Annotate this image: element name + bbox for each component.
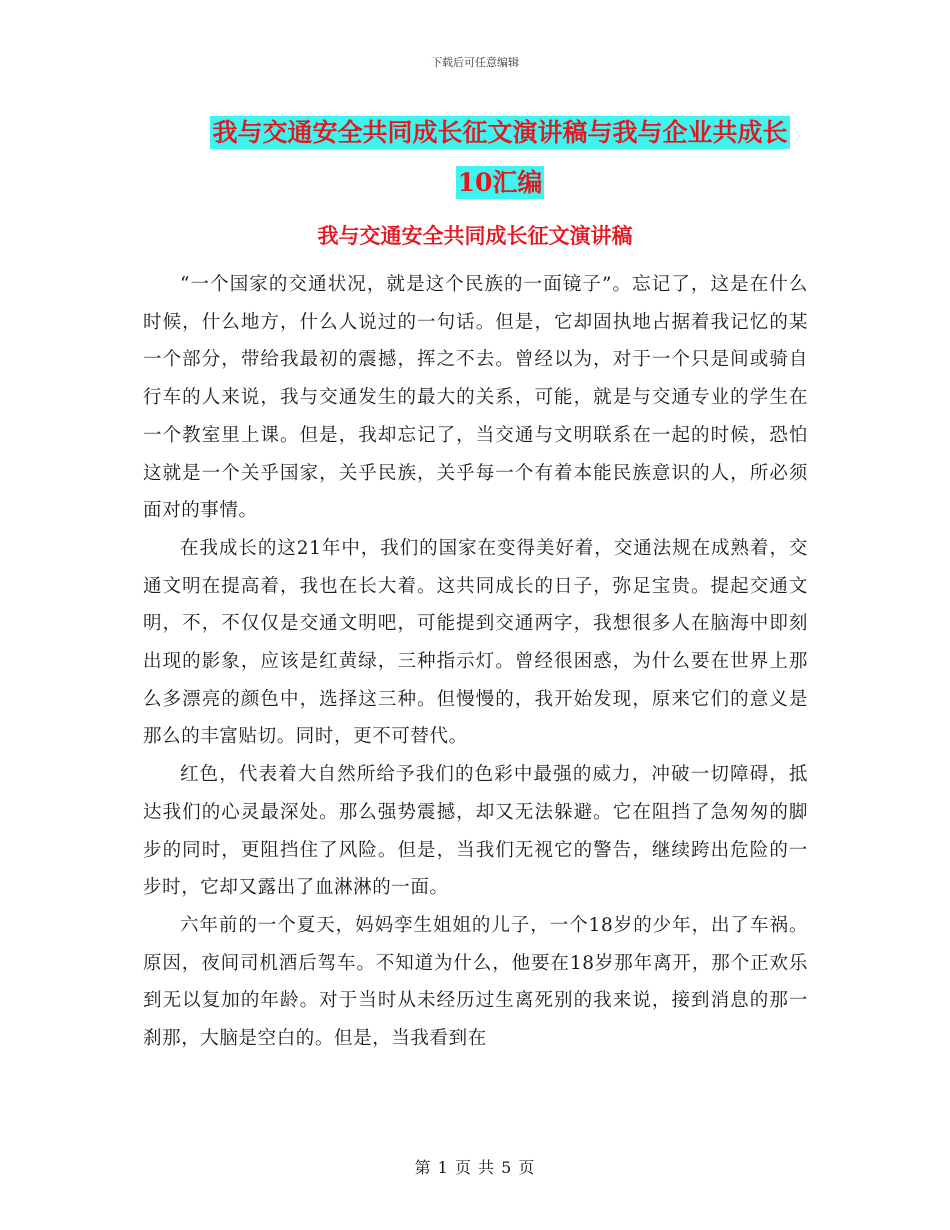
page-number-footer: 第 1 页 共 5 页 <box>414 1158 536 1177</box>
paragraph: 六年前的一个夏天，妈妈孪生姐姐的儿子，一个18岁的少年，出了车祸。原因，夜间司机酒后驾车。不知道为什么，他要在18岁那年离开，那个正欢乐到无以复加的年龄。对于当时从未经历过生离死别的我来说，接到消息的那一刹那，大脑是空白的。但是，当我看到在 <box>143 914 808 1050</box>
paragraph: 在我成长的这21年中，我们的国家在变得美好着，交通法规在成熟着，交通文明在提高着，我也在长大着。这共同成长的日子，弥足宝贵。提起交通文明，不，不仅仅是交通文明吧，可能提到交通两字，我想很多人在脑海中即刻出现的影象，应该是红黄绿，三种指示灯。曾经很困惑，为什么要在世界上那么多漂亮的颜色中，选择这三种。但慢慢的，我开始发现，原来它们的意义是那么的丰富贴切。同时，更不可替代。 <box>143 537 808 748</box>
document-title <box>150 108 850 208</box>
paragraph: 红色，代表着大自然所给予我们的色彩中最强的威力，冲破一切障碍，抵达我们的心灵最深处。那么强势震撼，却又无法躲避。它在阻挡了急匆匆的脚步的同时，更阻挡住了风险。但是，当我们无视它的警告，继续跨出危险的一步时，它却又露出了血淋淋的一面。 <box>143 764 808 899</box>
document-title-line1: 我与交通安全共同成长征文演讲稿与我与企业共成长 <box>212 118 788 147</box>
paragraph: “一个国家的交通状况，就是这个民族的一面镜子”。忘记了，这是在什么时候，什么地方，什么人说过的一句话。但是，它却固执地占据着我记忆的某一个部分，带给我最初的震撼，挥之不去。曾经以为，对于一个只是间或骑自行车的人来说，我与交通发生的最大的关系，可能，就是与交通专业的学生在一个教室里上课。但是，我却忘记了，当交通与文明联系在一起的时候，恐怕这就是一个关乎国家，关乎民族，关乎每一个有着本能民族意识的人，所必须面对的事情。 <box>143 274 808 522</box>
body-text <box>143 266 808 1058</box>
section-title: 我与交通安全共同成长征文演讲稿 <box>317 223 633 248</box>
header-note: 下载后可任意编辑 <box>431 56 519 69</box>
document-title-line2: 10汇编 <box>457 168 543 197</box>
